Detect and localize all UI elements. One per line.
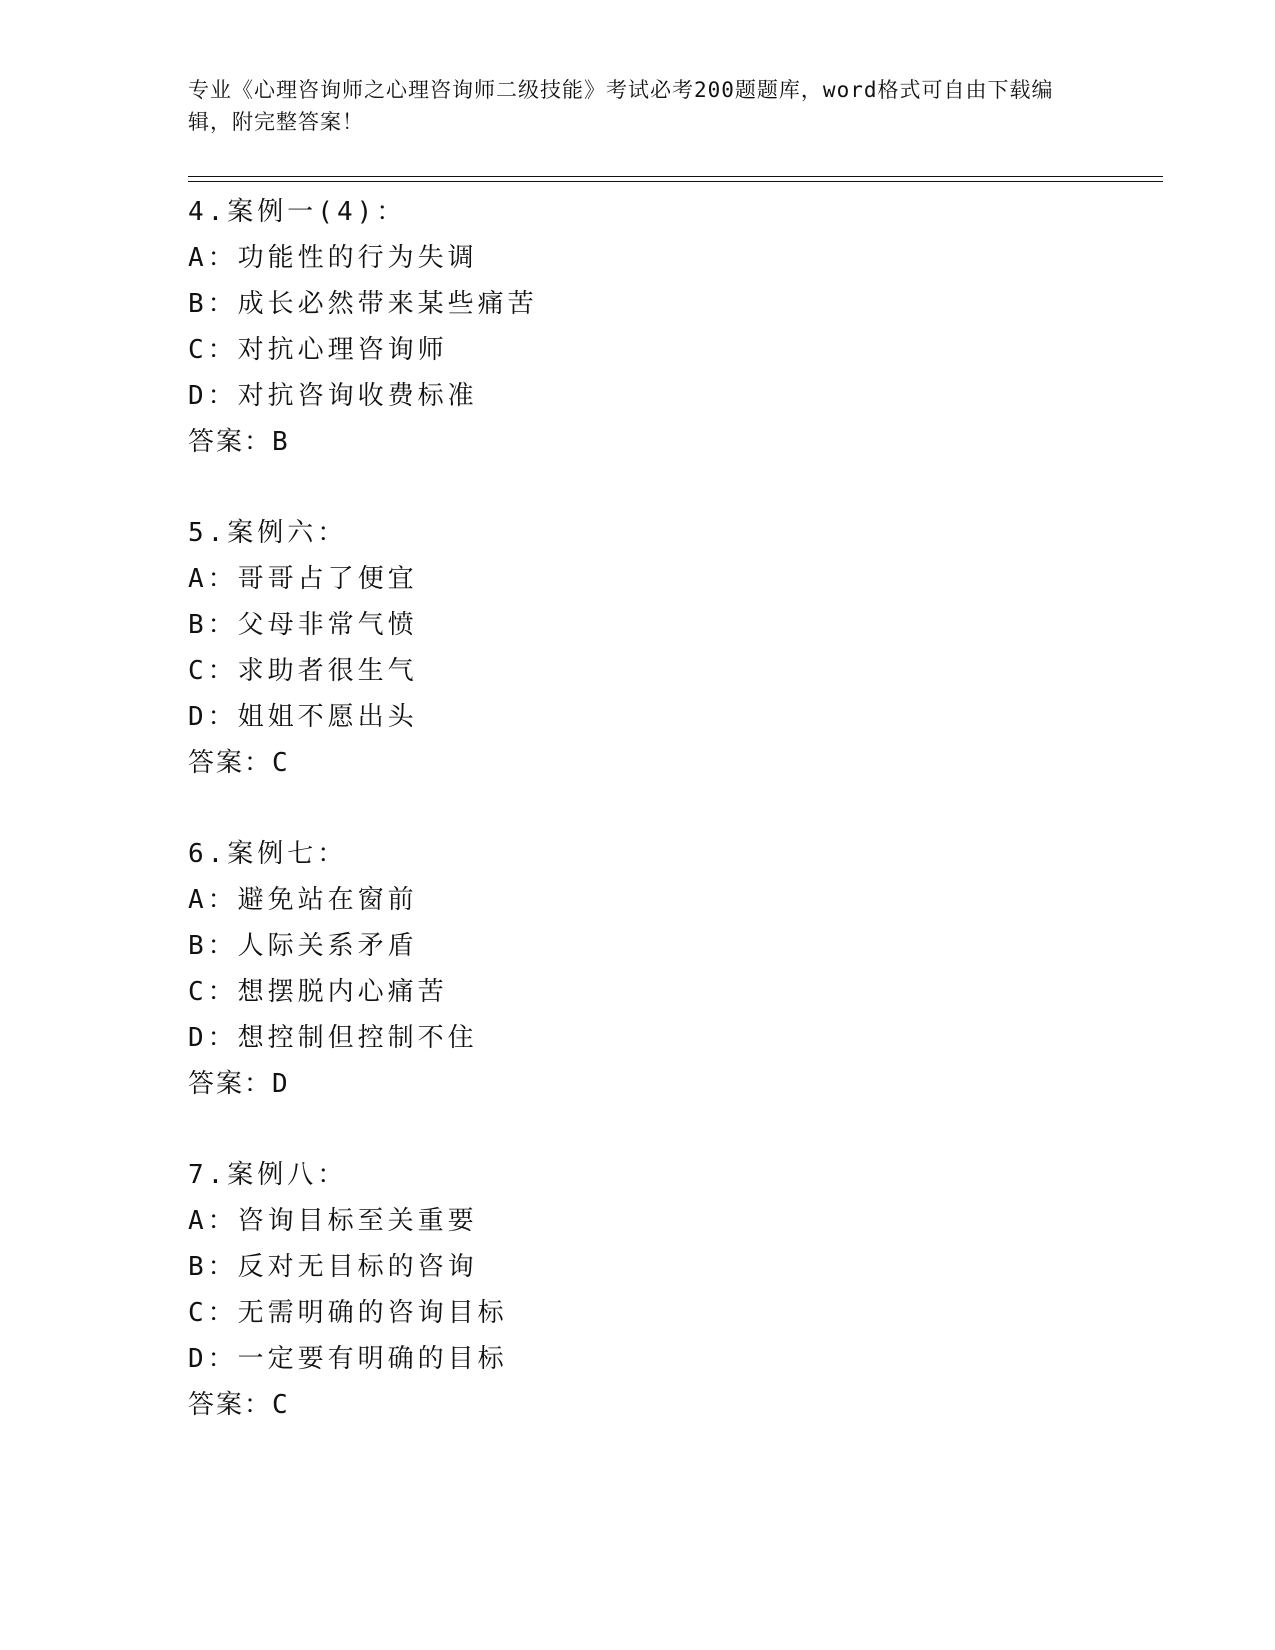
option-b: B：成长必然带来某些痛苦 [188,289,538,319]
question-list [188,189,1163,1473]
option-c: C：想摆脱内心痛苦 [188,977,448,1007]
option-a: A：功能性的行为失调 [188,243,478,273]
question-title: 4.案例一(4)： [188,197,407,227]
option-c: C：无需明确的咨询目标 [188,1298,508,1328]
question-item [188,510,1163,786]
document-header: 专业《心理咨询师之心理咨询师二级技能》考试必考200题题库，word格式可自由下载编辑，附完整答案！ [188,78,1054,134]
option-d: D：一定要有明确的目标 [188,1344,508,1374]
option-d: D：想控制但控制不住 [188,1023,478,1053]
question-item [188,831,1163,1107]
question-title: 7.案例八： [188,1160,348,1190]
question-item [188,1152,1163,1428]
header-divider-top [188,176,1163,177]
option-d: D：对抗咨询收费标准 [188,381,478,411]
option-b: B：反对无目标的咨询 [188,1252,478,1282]
option-a: A：哥哥占了便宜 [188,564,418,594]
answer-line: 答案：B [188,427,290,457]
option-c: C：求助者很生气 [188,656,418,686]
option-b: B：父母非常气愤 [188,610,418,640]
option-a: A：避免站在窗前 [188,885,418,915]
option-a: A：咨询目标至关重要 [188,1206,478,1236]
answer-line: 答案：C [188,748,290,778]
option-b: B：人际关系矛盾 [188,931,418,961]
answer-line: 答案：C [188,1390,290,1420]
question-title: 6.案例七： [188,839,348,869]
header-divider-bottom [188,181,1163,182]
question-item [188,189,1163,465]
answer-line: 答案：D [188,1069,290,1099]
option-c: C：对抗心理咨询师 [188,335,448,365]
question-title: 5.案例六： [188,518,348,548]
option-d: D：姐姐不愿出头 [188,702,418,732]
